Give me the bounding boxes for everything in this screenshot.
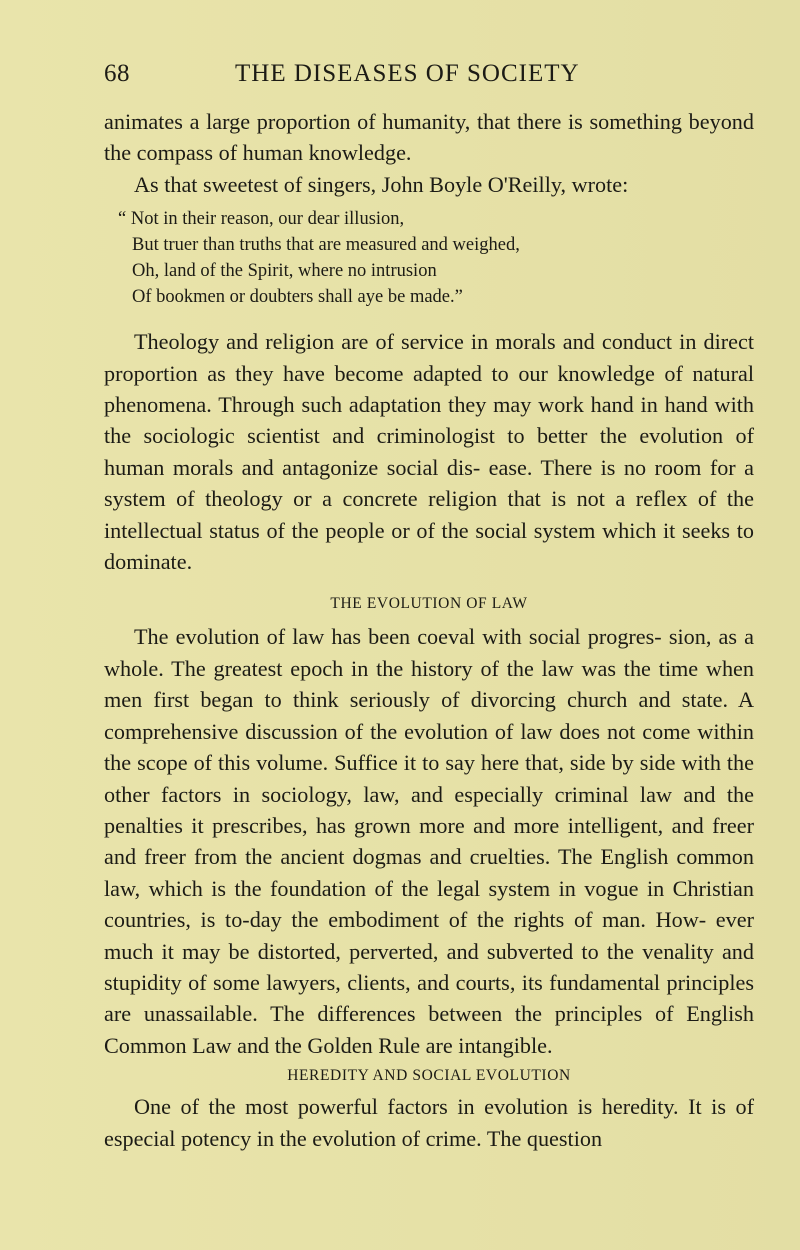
running-head: THE DISEASES OF SOCIETY: [235, 60, 580, 87]
paragraph-heredity: One of the most powerful factors in evolution is heredity. It is of especial potency in the evolution of crime. The question: [104, 1094, 754, 1151]
page-header: [104, 60, 744, 94]
poem-quote: [104, 206, 754, 310]
section-heading-heredity: HEREDITY AND SOCIAL EVOLUTION: [287, 1067, 571, 1085]
body-text: [104, 106, 754, 1154]
page-number: 68: [104, 60, 130, 87]
paragraph-evolution-of-law: The evolution of law has been coeval with social progres- sion, as a whole. The greatest epoch in the history of the law was the time when men first began to think seriously of divorcing church and state. A comprehensive discussion of the evolution of law does not come within the scope of this volume. Suffice it to say here that, side by side with the other factors in sociology, law, and especially criminal law and the penalties it prescribes, has grown more and more intelligent, and freer and freer from the ancient dogmas and cruelties. The English common law, which is the foundation of the legal system in vogue in Christian countries, is to-day the embodiment of the rights of man. How- ever much it may be distorted, perverted, and subverted to the venality and stupidity of some lawyers, clients, and courts, its fundamental principles are unassailable. The differences between the principles of English Common Law and the Golden Rule are intangible.: [104, 624, 754, 1058]
paragraph-continuation: animates a large proportion of humanity, that there is something beyond the compass of human knowledge.: [104, 109, 754, 166]
paragraph-theology: Theology and religion are of service in morals and conduct in direct proportion as they have become adapted to our knowledge of natural phenomena. Through such adaptation they may work hand in hand with the sociologic scientist and criminologist to better the evolution of human morals and antagonize social dis- ease. There is no room for a system of theology or a concrete religion that is not a reflex of the intellectual status of the people or of the social system which it seeks to dominate.: [104, 329, 754, 575]
section-heading-evolution-of-law: THE EVOLUTION OF LAW: [330, 595, 528, 613]
paragraph-quote-intro: As that sweetest of singers, John Boyle O'Reilly, wrote:: [134, 171, 629, 197]
poem-line: But truer than truths that are measured and weighed,: [132, 235, 520, 256]
poem-line: Of bookmen or doubters shall aye be made.”: [132, 287, 463, 308]
poem-line: “ Not in their reason, our dear illusion,: [118, 209, 405, 230]
poem-line: Oh, land of the Spirit, where no intrusion: [132, 261, 437, 282]
